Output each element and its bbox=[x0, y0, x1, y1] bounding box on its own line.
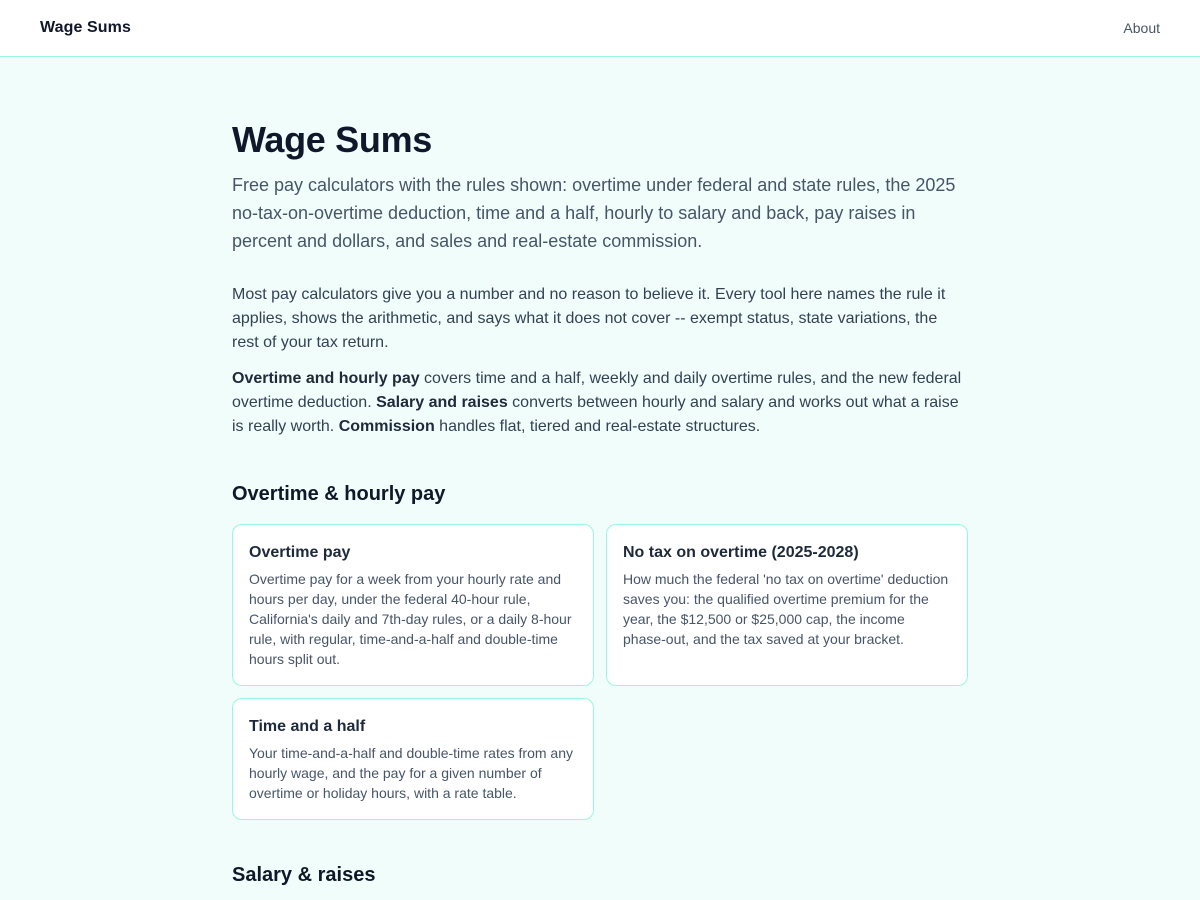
card-time-and-a-half[interactable] bbox=[232, 698, 594, 820]
card-no-tax-on-overtime[interactable] bbox=[606, 524, 968, 686]
card-description: Overtime pay for a week from your hourly rate and hours per day, under the federal 40-hour rule, California's daily and 7th-day rules, or a daily 8-hour rule, with regular, time-and-a-half and double-time hours split out. bbox=[249, 571, 572, 667]
summary-paragraph bbox=[232, 367, 968, 439]
card-description: How much the federal 'no tax on overtime' deduction saves you: the qualified overtime premium for the year, the $12,500 or $25,000 cap, the income phase-out, and the tax saved at your bracket. bbox=[623, 571, 949, 647]
intro-paragraph: Most pay calculators give you a number and no reason to believe it. Every tool here names the rule it applies, shows the arithmetic, and says what it does not cover -- exempt status, state variations, the rest of your tax return. bbox=[232, 286, 946, 351]
summary-text-overtime: covers time and a half, weekly and daily overtime rules, and the new federal overtime deduction. bbox=[232, 370, 962, 411]
section-title-salary: Salary & raises bbox=[232, 864, 376, 886]
nav-about-link[interactable]: About bbox=[1123, 20, 1160, 36]
brand-link[interactable]: Wage Sums bbox=[40, 19, 131, 36]
card-description: Your time-and-a-half and double-time rates from any hourly wage, and the pay for a given number of overtime or holiday hours, with a rate table. bbox=[249, 745, 573, 801]
page-title: Wage Sums bbox=[232, 119, 433, 160]
site-header bbox=[0, 0, 1200, 57]
summary-strong-commission: Commission bbox=[338, 418, 435, 435]
section-title-overtime: Overtime & hourly pay bbox=[232, 483, 446, 505]
summary-text-commission: handles flat, tiered and real-estate structures. bbox=[434, 418, 761, 435]
overtime-card-grid bbox=[232, 524, 968, 820]
card-title: No tax on overtime (2025-2028) bbox=[623, 544, 859, 561]
main-content bbox=[232, 57, 968, 889]
summary-strong-overtime: Overtime and hourly pay bbox=[232, 370, 420, 387]
summary-text-salary: converts between hourly and salary and works out what a raise is really worth. bbox=[232, 394, 959, 435]
lead-paragraph: Free pay calculators with the rules shown: overtime under federal and state rules, the 2025 no-tax-on-overtime deduction, time and a half, hourly to salary and back, pay raises in percent and dollars, and sales and real-estate commission. bbox=[232, 175, 956, 251]
card-title: Time and a half bbox=[249, 718, 366, 735]
card-overtime-pay[interactable] bbox=[232, 524, 594, 686]
card-title: Overtime pay bbox=[249, 544, 351, 561]
summary-strong-salary: Salary and raises bbox=[376, 394, 508, 411]
